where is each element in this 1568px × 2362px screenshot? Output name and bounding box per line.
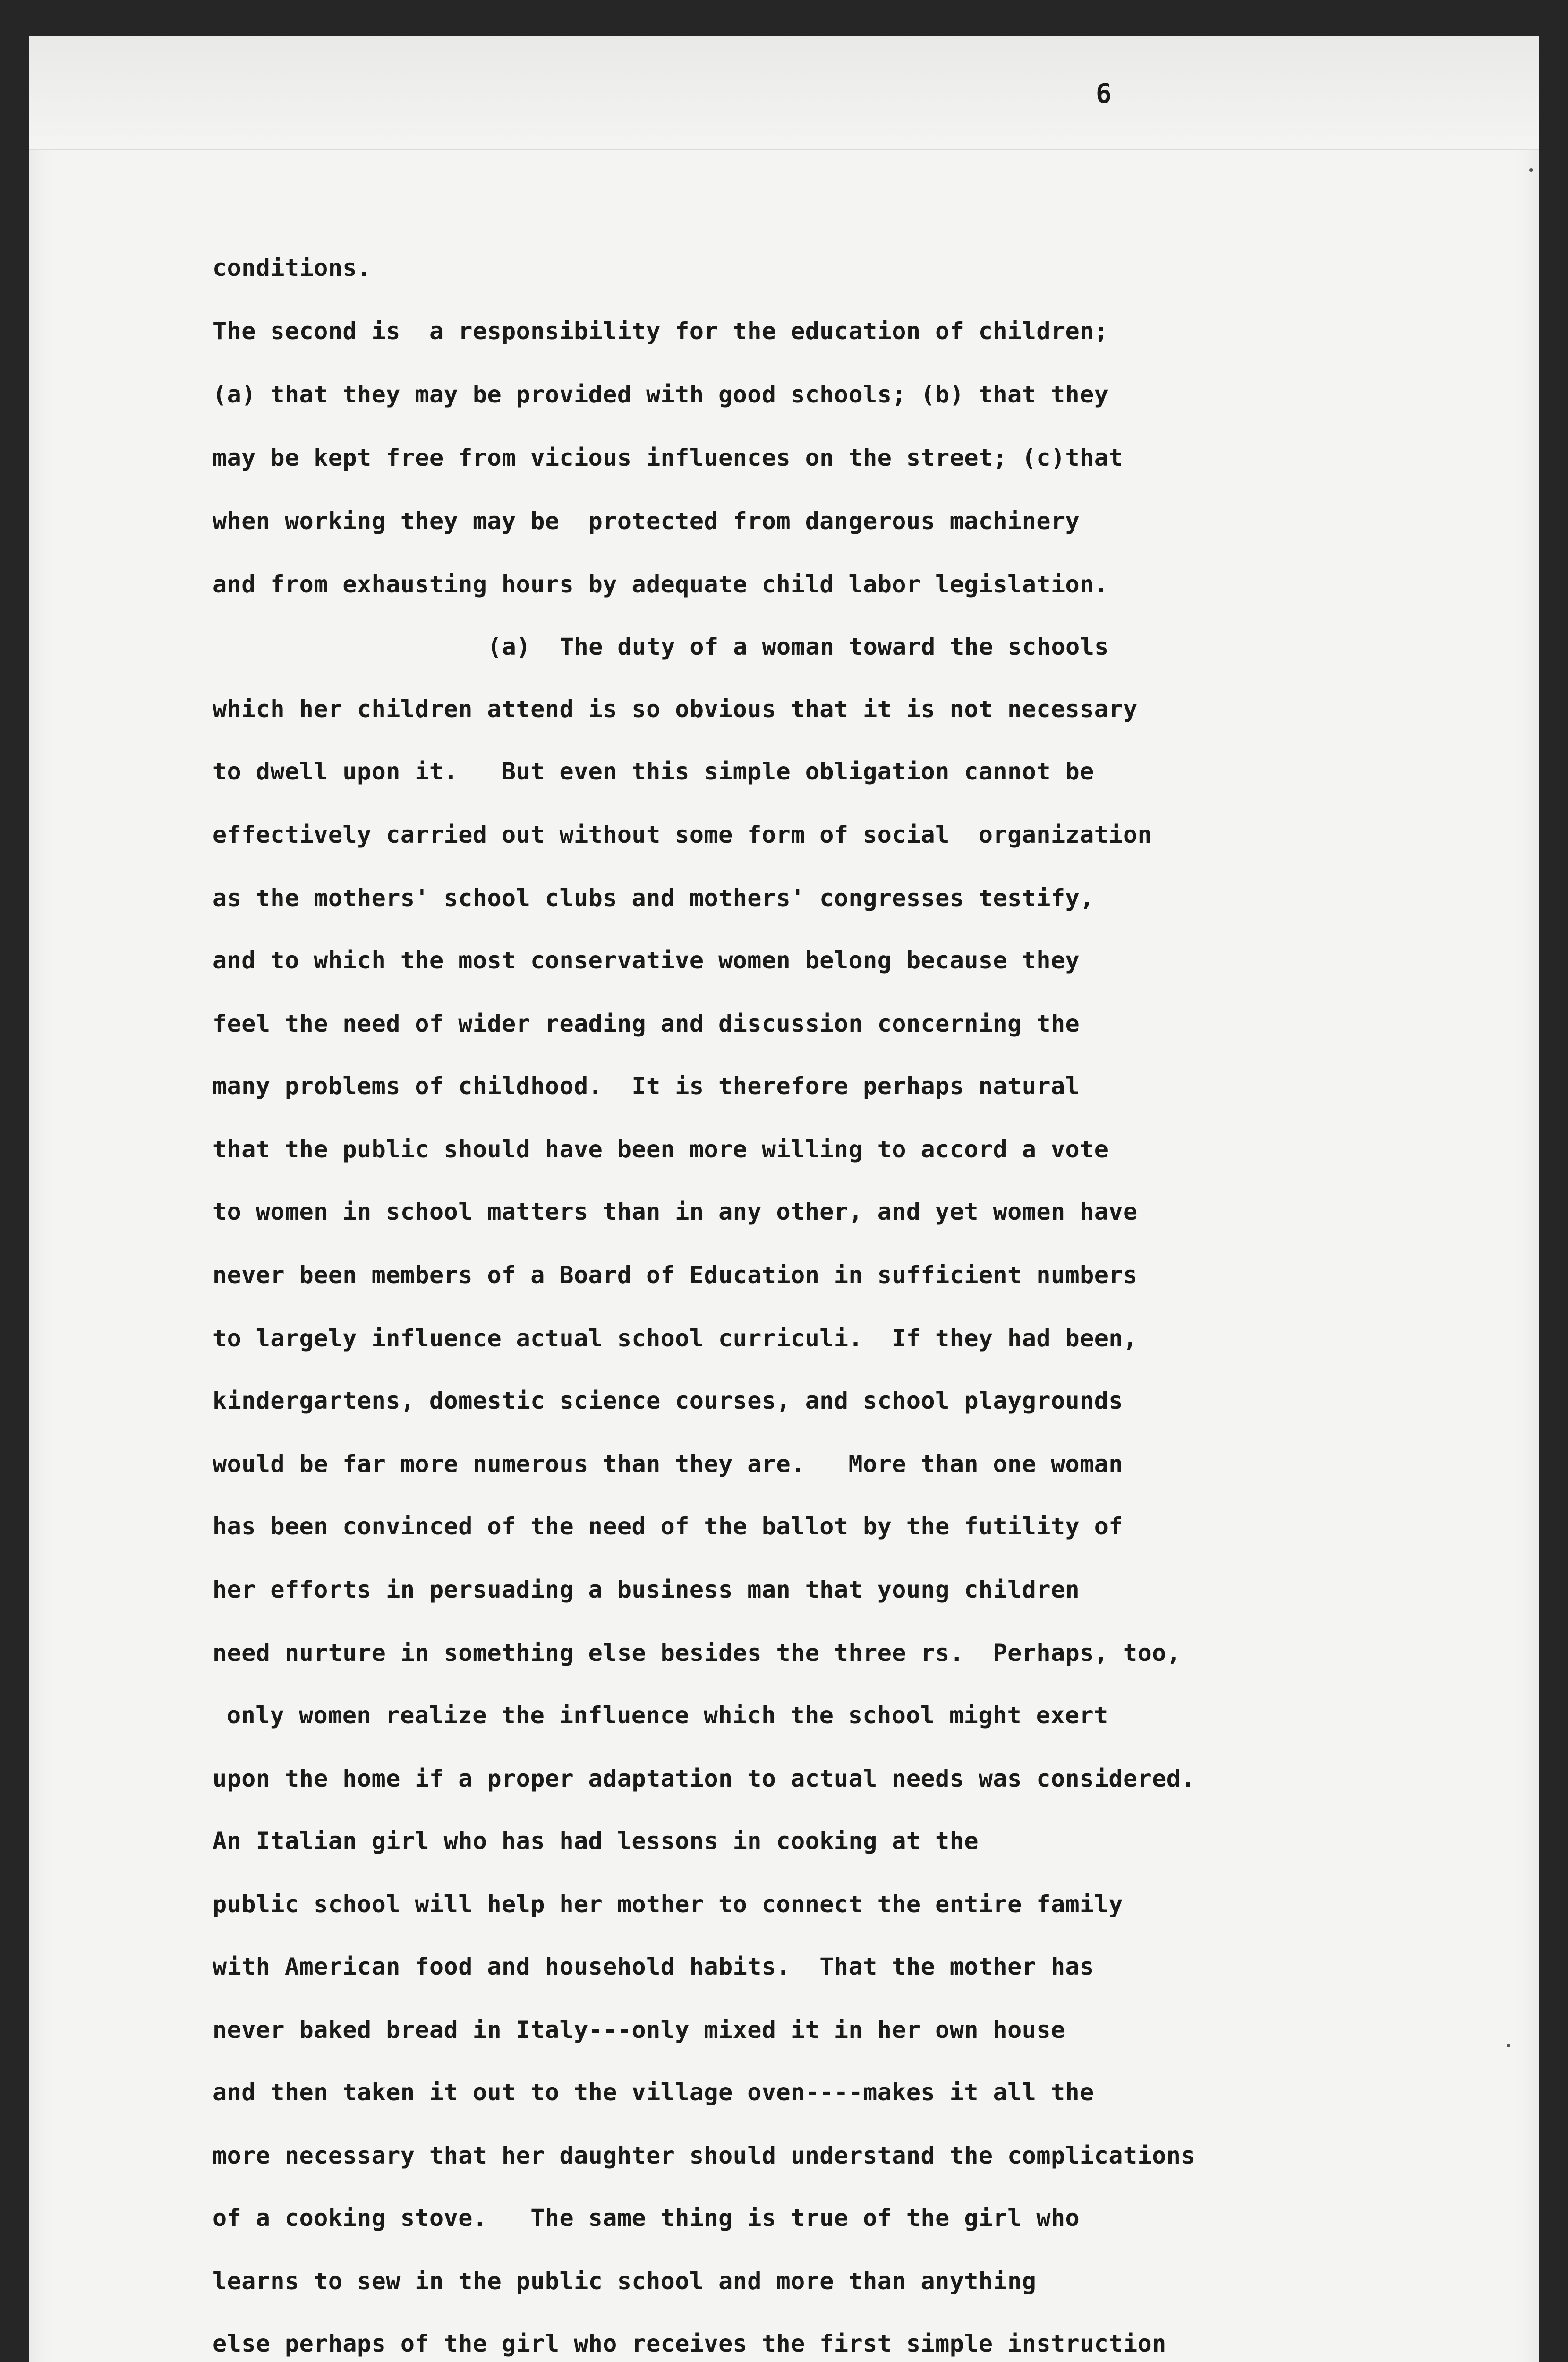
text-line: never baked bread in Italy---only mixed it in her own house: [213, 2016, 1065, 2044]
text-line: effectively carried out without some form of social organization: [213, 821, 1152, 848]
text-line: and to which the most conservative women belong because they: [213, 947, 1080, 974]
text-line: when working they may be protected from dangerous machinery: [213, 507, 1080, 535]
text-line: upon the home if a proper adaptation to actual needs was considered.: [213, 1765, 1195, 1792]
text-line: many problems of childhood. It is therefore perhaps natural: [213, 1072, 1080, 1100]
text-line: kindergartens, domestic science courses, and school playgrounds: [213, 1387, 1123, 1414]
text-line: to dwell upon it. But even this simple obligation cannot be: [213, 758, 1094, 785]
text-line: public school will help her mother to connect the entire family: [213, 1891, 1123, 1918]
text-line: more necessary that her daughter should understand the complications: [213, 2142, 1195, 2169]
text-line: conditions.: [213, 254, 372, 282]
text-line: and then taken it out to the village oven----makes it all the: [213, 2079, 1094, 2106]
text-line: of a cooking stove. The same thing is true of the girl who: [213, 2204, 1080, 2232]
text-line: never been members of a Board of Education in sufficient numbers: [213, 1261, 1138, 1289]
page-number: 6: [1096, 78, 1112, 109]
text-line: has been convinced of the need of the ballot by the futility of: [213, 1513, 1123, 1540]
text-line: as the mothers' school clubs and mothers' congresses testify,: [213, 884, 1094, 912]
text-line: (a) that they may be provided with good schools; (b) that they: [213, 381, 1109, 408]
text-line: need nurture in something else besides the three rs. Perhaps, too,: [213, 1639, 1181, 1667]
typewritten-page: [29, 36, 1539, 2362]
text-line: would be far more numerous than they are. More than one woman: [213, 1450, 1123, 1478]
text-line: to largely influence actual school curriculi. If they had been,: [213, 1325, 1138, 1352]
text-line: which her children attend is so obvious that it is not necessary: [213, 695, 1138, 723]
text-line: else perhaps of the girl who receives the first simple instruction: [213, 2330, 1167, 2357]
text-line: The second is a responsibility for the education of children;: [213, 317, 1109, 345]
text-line: her efforts in persuading a business man that young children: [213, 1576, 1080, 1603]
text-line-indented: (a) The duty of a woman toward the schools: [487, 633, 1109, 660]
text-line: may be kept free from vicious influences on the street; (c)that: [213, 444, 1123, 471]
text-line: learns to sew in the public school and more than anything: [213, 2268, 1037, 2295]
text-line: feel the need of wider reading and discussion concerning the: [213, 1010, 1080, 1037]
text-line: that the public should have been more willing to accord a vote: [213, 1136, 1109, 1163]
text-line: An Italian girl who has had lessons in cooking at the: [213, 1827, 979, 1855]
text-line: to women in school matters than in any other, and yet women have: [213, 1198, 1138, 1225]
text-line: with American food and household habits. That the mother has: [213, 1953, 1094, 1980]
scan-speck: [1507, 2044, 1510, 2047]
text-line: and from exhausting hours by adequate child labor legislation.: [213, 571, 1109, 598]
scan-speck: [1529, 168, 1533, 172]
text-line: only women realize the influence which the school might exert: [227, 1702, 1108, 1729]
page-header-band: [29, 36, 1539, 150]
